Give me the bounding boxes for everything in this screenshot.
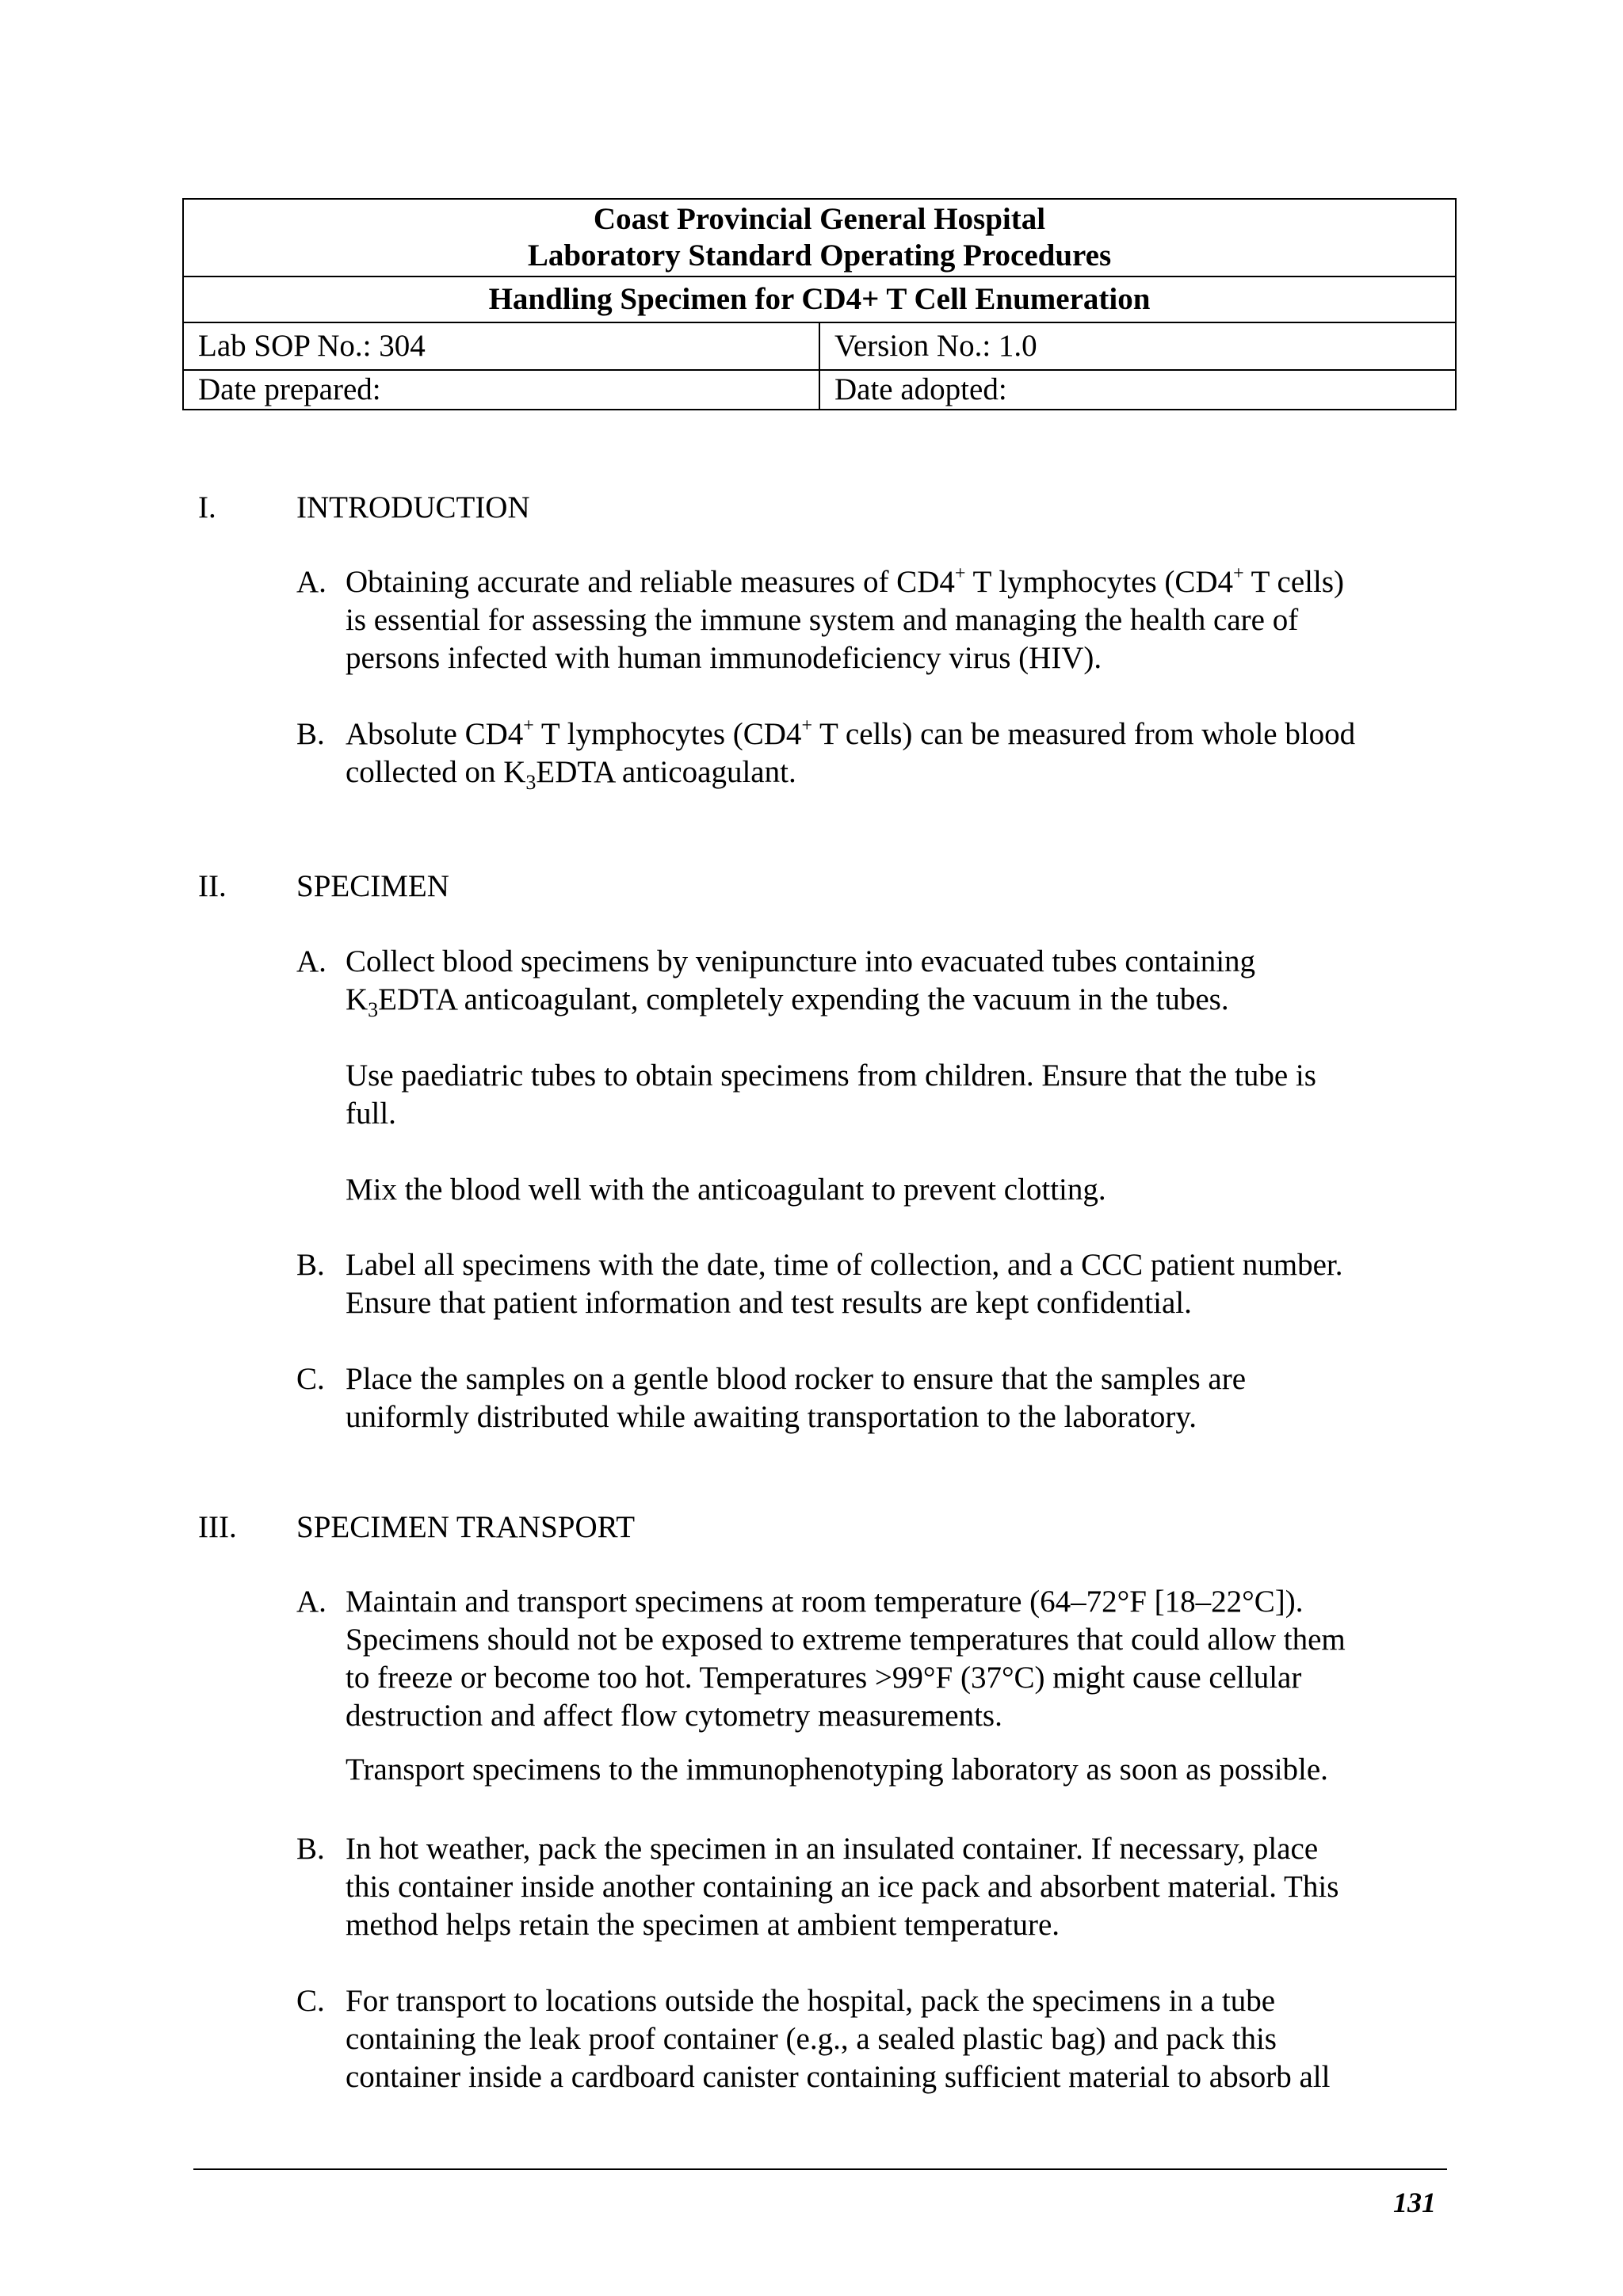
date-adopted: Date adopted: xyxy=(819,370,1456,410)
item-text xyxy=(346,1583,1455,1789)
item-letter: B. xyxy=(296,1832,325,1866)
text-line: Absolute CD4+ T lymphocytes (CD4+ T cells) can be measured from whole blood xyxy=(346,715,1356,751)
text-line: uniformly distributed while awaiting transportation to the laboratory. xyxy=(346,1400,1197,1434)
item-letter: C. xyxy=(296,1984,325,2018)
page-number: 131 xyxy=(1393,2187,1436,2218)
item-text xyxy=(346,943,1455,1209)
date-prepared: Date prepared: xyxy=(183,370,819,410)
item-text xyxy=(346,1246,1455,1322)
text-line: For transport to locations outside the hospital, pack the specimens in a tube xyxy=(346,1984,1276,2018)
text-line: In hot weather, pack the specimen in an insulated container. If necessary, place xyxy=(346,1832,1319,1866)
text-line: Specimens should not be exposed to extreme temperatures that could allow them xyxy=(346,1623,1346,1657)
item-letter: B. xyxy=(296,1248,325,1282)
text-line: Mix the blood well with the anticoagulant to prevent clotting. xyxy=(346,1173,1106,1207)
section-title: SPECIMEN TRANSPORT xyxy=(296,1510,636,1544)
text-line: Use paediatric tubes to obtain specimens from children. Ensure that the tube is xyxy=(346,1058,1316,1093)
text-line: Maintain and transport specimens at room temperature (64–72°F [18–22°C]). xyxy=(346,1585,1304,1619)
text-line: persons infected with human immunodeficiency virus (HIV). xyxy=(346,641,1102,675)
sop-number: Lab SOP No.: 304 xyxy=(183,322,819,370)
item-text xyxy=(346,1830,1455,1944)
section-title: SPECIMEN xyxy=(296,869,449,903)
item-letter: C. xyxy=(296,1362,325,1396)
item-letter: A. xyxy=(296,1585,327,1619)
text-line: to freeze or become too hot. Temperatures >99°F (37°C) might cause cellular xyxy=(346,1661,1302,1695)
text-line: containing the leak proof container (e.g., a sealed plastic bag) and pack this xyxy=(346,2022,1277,2056)
text-line: $K_3EDTA$ anticoagulant, completely expending the vacuum in the tubes. xyxy=(346,982,1229,1021)
version-number: Version No.: 1.0 xyxy=(819,322,1456,370)
text-line: Collect blood specimens by venipuncture into evacuated tubes containing xyxy=(346,944,1256,978)
item-text xyxy=(346,1360,1455,1436)
item-text xyxy=(346,715,1455,794)
header-title-cell xyxy=(183,199,1456,277)
item-letter: A. xyxy=(296,565,327,599)
text-line: is essential for assessing the immune system and managing the health care of xyxy=(346,603,1299,637)
section-number: II. xyxy=(198,869,227,903)
section-title: INTRODUCTION xyxy=(296,490,530,524)
procedures-title: Laboratory Standard Operating Procedures xyxy=(527,238,1112,273)
item-letter: A. xyxy=(296,944,327,978)
text-line: container inside a cardboard canister containing sufficient material to absorb all xyxy=(346,2060,1331,2094)
section-number: III. xyxy=(198,1510,237,1544)
item-letter: B. xyxy=(296,717,325,751)
hospital-name: Coast Provincial General Hospital xyxy=(593,202,1046,236)
text-line: collected on $K_3EDTA$ anticoagulant. xyxy=(346,755,796,794)
section-number: I. xyxy=(198,490,216,524)
item-text xyxy=(346,563,1455,677)
item-text xyxy=(346,1982,1455,2096)
footer-divider xyxy=(193,2168,1447,2170)
text-line: Ensure that patient information and test results are kept confidential. xyxy=(346,1286,1192,1320)
sop-topic: Handling Specimen for CD4+ T Cell Enumeration xyxy=(183,277,1456,322)
text-line: Transport specimens to the immunophenotyping laboratory as soon as possible. xyxy=(346,1753,1328,1787)
text-line: full. xyxy=(346,1097,396,1131)
text-line: method helps retain the specimen at ambient temperature. xyxy=(346,1908,1060,1942)
text-line: Place the samples on a gentle blood rocker to ensure that the samples are xyxy=(346,1362,1247,1396)
text-line: Obtaining accurate and reliable measures of CD4+ T lymphocytes (CD4+ T cells) xyxy=(346,563,1344,599)
text-line: Label all specimens with the date, time of collection, and a CCC patient number. xyxy=(346,1248,1343,1282)
text-line: destruction and affect flow cytometry measurements. xyxy=(346,1699,1002,1733)
sop-header-table xyxy=(182,198,1457,410)
text-line: this container inside another containing an ice pack and absorbent material. This xyxy=(346,1870,1339,1904)
